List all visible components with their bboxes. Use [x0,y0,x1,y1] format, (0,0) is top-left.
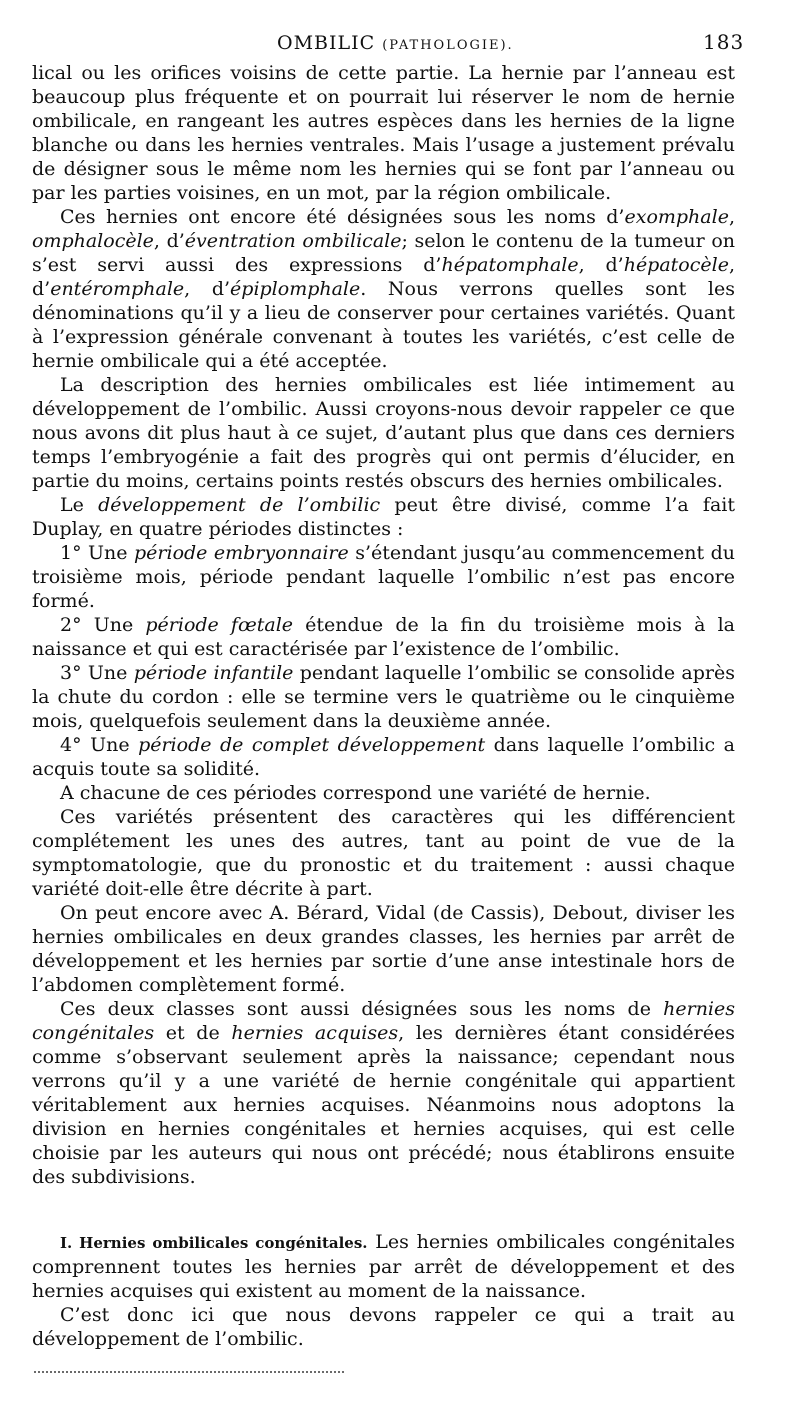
text-run: Ces deux classes sont aussi désignées sous les noms de [60,998,664,1020]
italic-term: éventration ombilicale [184,230,402,252]
italic-term: période fœtale [145,614,294,636]
header-title: OMBILIC [277,32,376,54]
paragraph [32,901,735,997]
text-run: Ces hernies ont encore été désignées sous les noms d’ [60,206,625,228]
paragraph [32,997,735,1189]
paragraph [32,805,735,901]
text-run: lical ou les orifices voisins de cette partie. La hernie par l’anneau est beaucoup plus fréquente et on pourrait lui réserver le nom de hernie ombilicale, en rangeant les autres espèces dans les hernies de la ligne blanche ou dans les hernies ventrales. Mais l’usage a justement prévalu de désigner sous le même nom les hernies qui se font par l’anneau ou par les parties voisines, en un mot, par la région ombilicale. [32,62,735,204]
text-run: , d’ [184,278,231,300]
text-run: s’étendant jusqu’au commencement du troisième mois, période pendant laquelle l’ombilic n’est pas encore formé. [32,542,735,612]
text-run: , d’ [32,254,736,300]
text-run: et de [154,1022,232,1044]
italic-term: omphalocèle [32,230,154,252]
footer-rule [34,1371,344,1373]
italic-term: exomphale [624,206,729,228]
paragraph [32,661,735,733]
text-run: pendant laquelle l’ombilic se consolide après la chute du cordon : elle se termine vers le quatrième ou le cinquième mois, quelquefois seulement dans la deuxième année. [32,662,735,732]
running-header [0,20,800,60]
italic-term: période infantile [133,662,294,684]
paragraph [32,205,735,373]
italic-term: période de complet développement [138,734,486,756]
text-run: étendue de la fin du troisième mois à la naissance et qui est caractérisée par l’existence de l’ombilic. [32,614,735,660]
text-run: On peut encore avec A. Bérard, Vidal (de Cassis), Debout, diviser les hernies ombilicales en deux grandes classes, les hernies par arrêt de développement et les hernies par sortie d’une anse intestinale hors de l’abdomen complètement formé. [32,902,735,996]
section-heading: I. Hernies ombilicales congénitales. [60,1234,368,1252]
text-run: dans laquelle l’ombilic a acquis toute sa solidité. [32,734,735,780]
italic-term: épiplomphale [230,278,361,300]
italic-term: hernies congénitales [32,998,735,1044]
paragraph [32,61,735,205]
italic-term: entéromphale [50,278,185,300]
text-run: , d’ [578,254,624,276]
text-run: ; selon le contenu de la tumeur on s’est servi aussi des expressions d’ [32,230,736,276]
text-run: Ces variétés présentent des caractères qui les différencient complétement les unes des autres, tant au point de vue de la symptomatologie, que du pronostic et du traitement : aussi chaque variété doit-elle être décrite à part. [32,806,735,900]
text-run: , les dernières étant considérées comme s’observant seulement après la naissance; cependant nous verrons qu’il y a une variété de hernie congénitale qui appartient véritablement aux hernies acquises. Néanmoins nous adoptons la division en hernies congénitales et hernies acquises, qui est celle choisie par les auteurs qui nous ont précédé; nous établirons ensuite des subdivisions. [32,1022,735,1188]
section-paragraph [32,1230,735,1303]
italic-term: période embryonnaire [134,542,349,564]
text-run: A chacune de ces périodes correspond une variété de hernie. [60,782,651,804]
italic-term: hernies acquises [231,1022,399,1044]
paragraph [32,541,735,613]
text-run: , d’ [153,230,185,252]
text-run: . Nous verrons quelles sont les dénominations qu’il y a lieu de conserver pour certaines variétés. Quant à l’expression générale convenant à toutes les variétés, c’est celle de hernie ombilicale qui a été acceptée. [32,278,735,372]
text-run: Les hernies ombilicales congénitales comprennent toutes les hernies par arrêt de développement et des hernies acquises qui existent au moment de la naissance. [32,1231,735,1302]
text-run: , [728,206,735,228]
text-run: La description des hernies ombilicales est liée intimement au développement de l’ombilic. Aussi croyons-nous devoir rappeler ce que nous avons dit plus haut à ce sujet, d’autant plus que dans ces derniers temps l’embryogénie a fait des progrès qui ont permis d’élucider, en partie du moins, certains points restés obscurs des hernies ombilicales. [32,374,735,492]
text-run: 1° Une [60,542,134,564]
italic-term: hépatomphale [441,254,579,276]
text-run: 3° Une [60,662,134,684]
paragraph [32,1303,735,1351]
text-run: Le [60,494,99,516]
text-run: 4° Une [60,734,139,756]
text-run: 2° Une [60,614,146,636]
header-section: (PATHOLOGIE). [382,38,514,53]
paragraph [32,781,735,805]
paragraph [32,373,735,493]
paragraph [32,733,735,781]
body-text [32,61,735,1351]
paragraph [32,493,735,541]
text-run: C’est donc ici que nous devons rappeler ce qui a trait au développement de l’ombilic. [32,1304,735,1350]
italic-term: développement de l’ombilic [98,494,381,516]
text-run: peut être divisé, comme l’a fait Duplay, en quatre périodes distinctes : [32,494,735,540]
running-title [277,32,514,54]
italic-term: hépatocèle [623,254,729,276]
paragraph [32,613,735,661]
page-number: 183 [703,30,745,54]
